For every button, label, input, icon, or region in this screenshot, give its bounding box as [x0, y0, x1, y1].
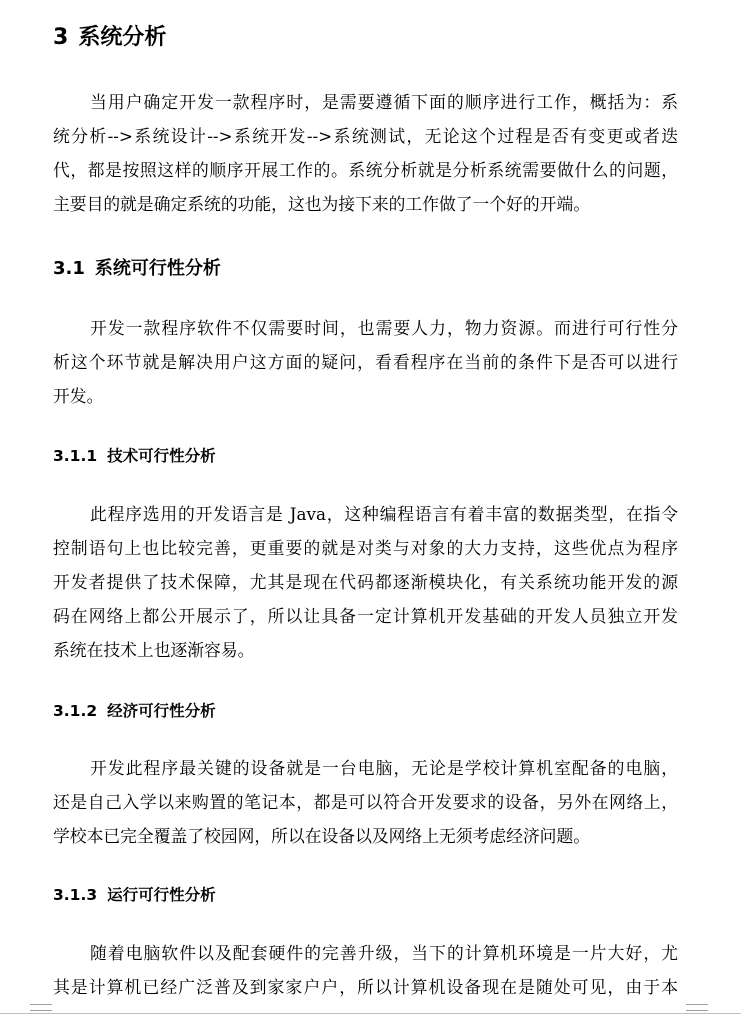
page-corner-mark-left — [30, 1001, 52, 1014]
section-number: 3 — [53, 25, 69, 50]
technical-paragraph — [53, 497, 678, 667]
paragraph-line: 开发。 — [53, 386, 104, 406]
subsection-title: 系统可行性分析 — [94, 258, 221, 279]
paragraph-line: 开发一款程序软件不仅需要时间，也需要人力，物力资源。而进行可行性分 — [90, 318, 678, 338]
subsection-number: 3.1.1 — [53, 447, 98, 465]
paragraph-line: 统分析-->系统设计-->系统开发-->系统测试，无论这个过程是否有变更或者迭 — [53, 126, 678, 146]
paragraph-line: 其是计算机已经广泛普及到家家户户，所以计算机设备现在是随处可见，由于本 — [53, 977, 678, 997]
page-corner-mark-right — [686, 1001, 708, 1014]
subsection-heading-3-1-1 — [53, 444, 216, 468]
economic-paragraph — [53, 751, 678, 853]
paragraph-line: 开发者提供了技术保障，尤其是现在代码都逐渐模块化，有关系统功能开发的源 — [53, 572, 678, 592]
feasibility-paragraph — [53, 311, 678, 413]
subsection-heading-3-1-2 — [53, 699, 216, 723]
paragraph-line: 控制语句上也比较完善，更重要的就是对类与对象的大力支持，这些优点为程序 — [53, 538, 678, 558]
paragraph-line: 随着电脑软件以及配套硬件的完善升级，当下的计算机环境是一片大好，尤 — [90, 943, 678, 963]
subsection-number: 3.1.3 — [53, 886, 98, 904]
section-title: 系统分析 — [78, 25, 167, 50]
paragraph-line: 当用户确定开发一款程序时，是需要遵循下面的顺序进行工作，概括为：系 — [90, 92, 678, 112]
subsection-title: 运行可行性分析 — [107, 886, 216, 904]
page-bottom-rule — [0, 1013, 741, 1014]
subsection-number: 3.1.2 — [53, 702, 98, 720]
paragraph-line: 主要目的就是确定系统的功能，这也为接下来的工作做了一个好的开端。 — [53, 194, 591, 214]
subsection-title: 经济可行性分析 — [107, 702, 216, 720]
subsection-heading-3-1-3 — [53, 883, 216, 907]
paragraph-line: 系统在技术上也逐渐容易。 — [53, 640, 255, 660]
subsection-title: 技术可行性分析 — [107, 447, 216, 465]
operational-paragraph — [53, 936, 678, 1004]
subsection-number: 3.1 — [53, 258, 85, 279]
paragraph-line: 码在网络上都公开展示了，所以让具备一定计算机开发基础的开发人员独立开发 — [53, 606, 678, 626]
intro-paragraph — [53, 85, 678, 221]
paragraph-line: 此程序选用的开发语言是 Java，这种编程语言有着丰富的数据类型，在指令 — [90, 504, 678, 524]
paragraph-line: 代，都是按照这样的顺序开展工作的。系统分析就是分析系统需要做什么的问题， — [53, 160, 678, 180]
paragraph-line: 还是自己入学以来购置的笔记本，都是可以符合开发要求的设备，另外在网络上， — [53, 792, 678, 812]
paragraph-line: 析这个环节就是解决用户这方面的疑问，看看程序在当前的条件下是否可以进行 — [53, 352, 678, 372]
section-heading-3 — [53, 22, 166, 54]
paragraph-line: 学校本已完全覆盖了校园网，所以在设备以及网络上无须考虑经济问题。 — [53, 826, 591, 846]
subsection-heading-3-1 — [53, 255, 221, 283]
paragraph-line: 开发此程序最关键的设备就是一台电脑，无论是学校计算机室配备的电脑， — [90, 758, 678, 778]
